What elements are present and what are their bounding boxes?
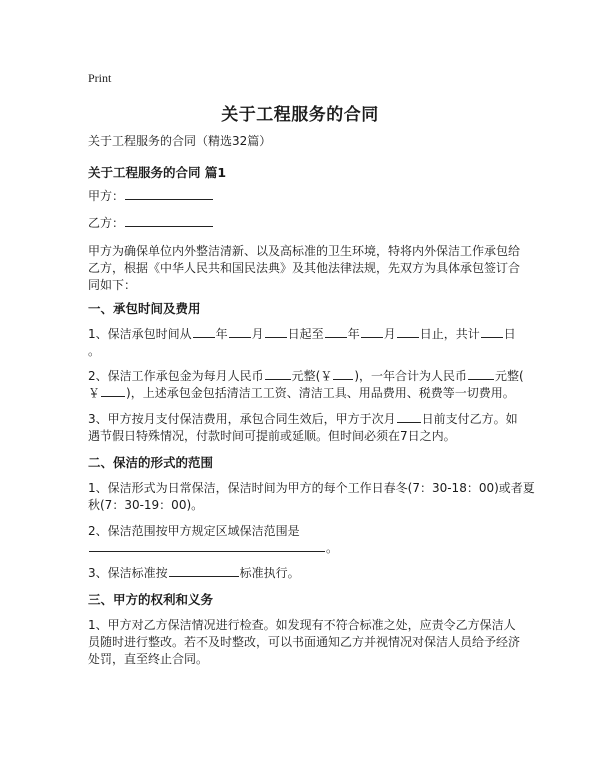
clause-3-text-b: 日前支付乙方。如 [421,412,518,426]
blank [397,410,421,423]
clause-5-line-2 [88,538,338,559]
clause-7-line-1: 1、甲方对乙方保洁情况进行检查。如发现有不符合标准之处，应责令乙方保洁人 [88,618,516,632]
blank [101,384,125,397]
clause-1-month-2: 月 [383,327,396,341]
print-link[interactable]: Print [88,71,112,85]
heading-2: 二、保洁的形式的范围 [88,455,214,470]
clause-3-line-2: 遇节假日特殊情况，付款时间可提前或延顺。但时间必须在7日之内。 [88,429,456,443]
clause-6-line [88,563,300,584]
clause-1-day: 日起至 [287,327,324,341]
intro-line-2: 乙方，根据《中华人民共和国民法典》及其他法律法规，先双方为具体承包签订合 [88,261,521,275]
clause-1-line-2: 。 [88,344,101,358]
clause-4-line-2: 秋(7：30-19：00)。 [88,498,204,512]
clause-1-year-2: 年 [347,327,360,341]
blank [265,367,291,380]
blank [265,325,287,338]
clause-2-text-e: ￥ [88,386,101,400]
clause-6-text-b: 标准执行。 [239,566,300,580]
section-title: 关于工程服务的合同 篇1 [88,165,227,180]
clause-1-day-2: 日止，共计 [419,327,480,341]
clause-2-line-2 [88,383,515,404]
standard-blank [169,564,239,577]
blank [468,367,494,380]
clause-2-text-d: 元整( [495,369,524,383]
clause-1-month: 月 [251,327,264,341]
party-b-line [88,213,214,234]
clause-4-line-1: 1、保洁形式为日常保洁，保洁时间为甲方的每个工作日春冬(7：30-18：00)或者夏 [88,481,535,495]
party-a-label: 甲方： [88,189,125,203]
clause-2-text-b: 元整(￥ [291,369,333,383]
blank [229,325,251,338]
party-a-blank [125,187,213,200]
clause-1-line-1 [88,324,516,345]
intro-line-1: 甲方为确保单位内外整洁清新、以及高标准的卫生环境，特将内外保洁工作承包给 [88,244,521,258]
blank [397,325,419,338]
clause-1-year: 年 [215,327,228,341]
heading-1: 一、承包时间及费用 [88,301,201,316]
party-b-blank [125,214,213,227]
clause-7-line-2: 员随时进行整改。若不及时整改，可以书面通知乙方并视情况对保洁人员给予经济 [88,635,521,649]
party-b-label: 乙方： [88,216,125,230]
clause-1-text-a: 1、保洁承包时间从 [88,327,192,341]
clause-2-text-c: )，一年合计为人民币 [354,369,468,383]
intro-line-3: 同如下： [88,278,137,292]
heading-3: 三、甲方的权利和义务 [88,592,214,607]
clause-2-text-f: )，上述承包金包括清洁工工资、清洁工具、用品费用、税费等一切费用。 [126,386,515,400]
blank [193,325,215,338]
blank [325,325,347,338]
clause-5-line-1: 2、保洁范围按甲方规定区域保洁范围是 [88,524,300,538]
clause-3-text-a: 3、甲方按月支付保洁费用，承包合同生效后，甲方于次月 [88,412,396,426]
scope-blank [89,539,325,552]
blank [361,325,383,338]
clause-1-end: 日 [503,327,516,341]
blank [481,325,503,338]
clause-6-text-a: 3、保洁标准按 [88,566,168,580]
blank [333,367,353,380]
clause-5-end: 。 [326,541,339,555]
clause-2-text-a: 2、保洁工作承包金为每月人民币 [88,369,264,383]
document-title: 关于工程服务的合同 [221,105,379,125]
party-a-line [88,186,214,207]
clause-7-line-3: 处罚，直至终止合同。 [88,652,209,666]
document-subtitle: 关于工程服务的合同（精选32篇） [88,134,272,148]
